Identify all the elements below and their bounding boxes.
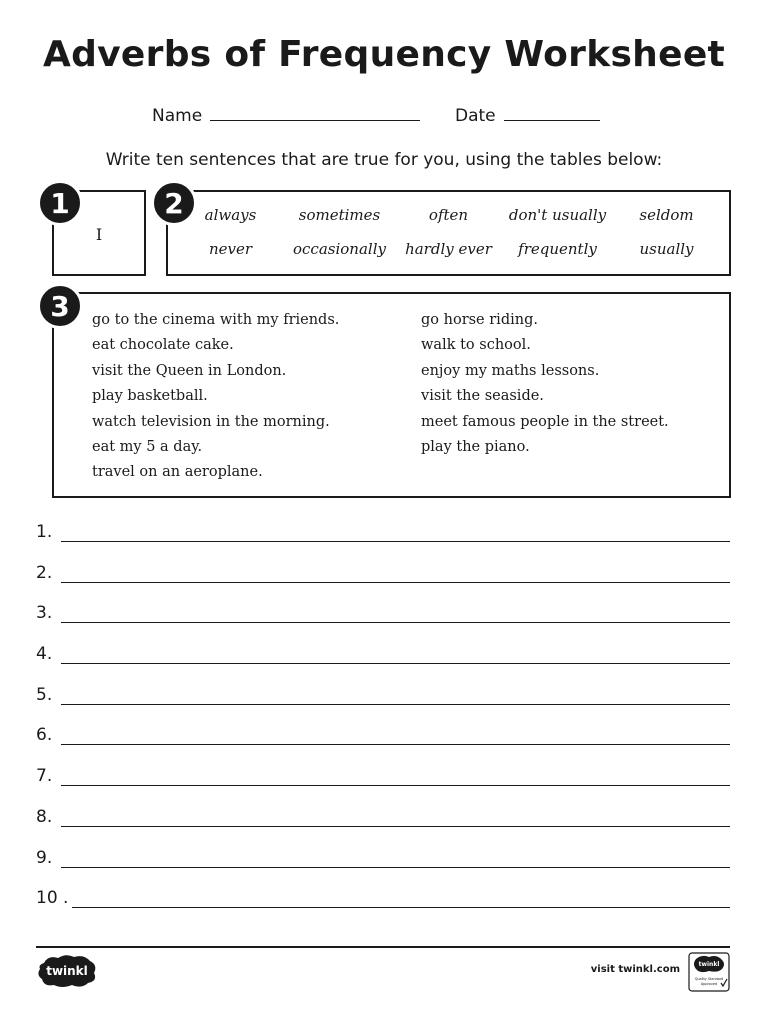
answer-blank-line[interactable] <box>61 541 730 542</box>
name-field[interactable] <box>152 106 420 126</box>
step-badge-3: 3 <box>37 283 83 329</box>
answer-row[interactable] <box>36 848 730 889</box>
phrase-item: watch television in the morning. <box>92 413 330 430</box>
answer-blank-line[interactable] <box>61 622 730 623</box>
answer-blank-line[interactable] <box>61 582 730 583</box>
answer-blank-line[interactable] <box>61 867 730 868</box>
svg-text:twinkl: twinkl <box>698 961 720 968</box>
answer-number: 8. <box>36 806 53 827</box>
answer-row[interactable] <box>36 644 730 685</box>
phrase-column-right <box>421 308 669 460</box>
svg-text:Quality Standard: Quality Standard <box>694 977 724 981</box>
date-label: Date <box>455 106 496 126</box>
phrase-item: eat chocolate cake. <box>92 337 234 354</box>
answer-row[interactable] <box>36 766 730 807</box>
answer-blank-line[interactable] <box>61 785 730 786</box>
answer-number: 3. <box>36 603 53 624</box>
answer-blank-line[interactable] <box>61 663 730 664</box>
phrase-item: go horse riding. <box>421 312 538 328</box>
answer-blank-line[interactable] <box>72 907 730 908</box>
instruction-text: Write ten sentences that are true for you, using the tables below: <box>105 150 663 170</box>
step-badge-2: 2 <box>151 180 197 226</box>
adverb-table <box>166 190 731 276</box>
adverb-cell: always <box>204 206 257 224</box>
name-label: Name <box>152 106 203 126</box>
phrase-column-left <box>92 308 339 486</box>
adverb-cell: hardly ever <box>405 240 492 258</box>
worksheet-title: Adverbs of Frequency Worksheet <box>42 34 726 75</box>
answer-number: 10 . <box>36 888 69 909</box>
answer-number: 9. <box>36 847 53 868</box>
phrase-item: travel on an aeroplane. <box>92 464 263 481</box>
date-field[interactable] <box>455 106 600 126</box>
phrase-item: play the piano. <box>421 438 530 455</box>
adverb-cell: seldom <box>639 206 694 224</box>
phrase-item: visit the Queen in London. <box>92 362 287 379</box>
subject-pronoun: I <box>95 225 103 244</box>
adverb-cell: never <box>208 240 253 258</box>
adverb-cell: sometimes <box>298 206 381 224</box>
answer-row[interactable] <box>36 522 730 563</box>
date-blank-line[interactable] <box>504 106 600 121</box>
phrase-item: meet famous people in the street. <box>421 413 669 430</box>
answer-number: 5. <box>36 684 53 705</box>
phrase-item: walk to school. <box>421 337 531 354</box>
adverb-cell: occasionally <box>293 240 386 258</box>
answer-row[interactable] <box>36 685 730 726</box>
adverb-grid <box>176 206 721 258</box>
logo-lettering: twinkl <box>46 964 88 978</box>
svg-text:Approved: Approved <box>700 982 718 986</box>
answer-row[interactable] <box>36 888 730 929</box>
name-blank-line[interactable] <box>210 106 420 121</box>
answer-blank-line[interactable] <box>61 744 730 745</box>
answer-number: 6. <box>36 725 53 746</box>
answer-row[interactable] <box>36 725 730 766</box>
adverb-cell: often <box>428 206 469 224</box>
phrase-table <box>52 292 731 498</box>
answer-blank-line[interactable] <box>61 826 730 827</box>
phrase-item: eat my 5 a day. <box>92 438 203 455</box>
answer-lines <box>36 522 730 929</box>
answer-row[interactable] <box>36 807 730 848</box>
answer-row[interactable] <box>36 563 730 604</box>
answer-row[interactable] <box>36 603 730 644</box>
answer-number: 1. <box>36 522 53 542</box>
step-badge-1: 1 <box>37 180 83 226</box>
adverb-cell: frequently <box>518 240 597 258</box>
phrase-item: play basketball. <box>92 388 208 405</box>
phrase-item: visit the seaside. <box>421 388 544 405</box>
answer-number: 7. <box>36 766 53 787</box>
adverb-cell: don't usually <box>508 206 607 224</box>
answer-number: 4. <box>36 644 53 665</box>
twinkl-logo <box>36 953 98 989</box>
answer-blank-line[interactable] <box>61 704 730 705</box>
quality-seal <box>688 952 730 992</box>
phrase-item: go to the cinema with my friends. <box>92 312 340 328</box>
phrase-item: enjoy my maths lessons. <box>421 362 600 379</box>
answer-number: 2. <box>36 562 53 583</box>
footer-divider <box>36 946 730 948</box>
adverb-cell: usually <box>639 240 694 258</box>
visit-link[interactable]: visit twinkl.com <box>590 964 680 975</box>
